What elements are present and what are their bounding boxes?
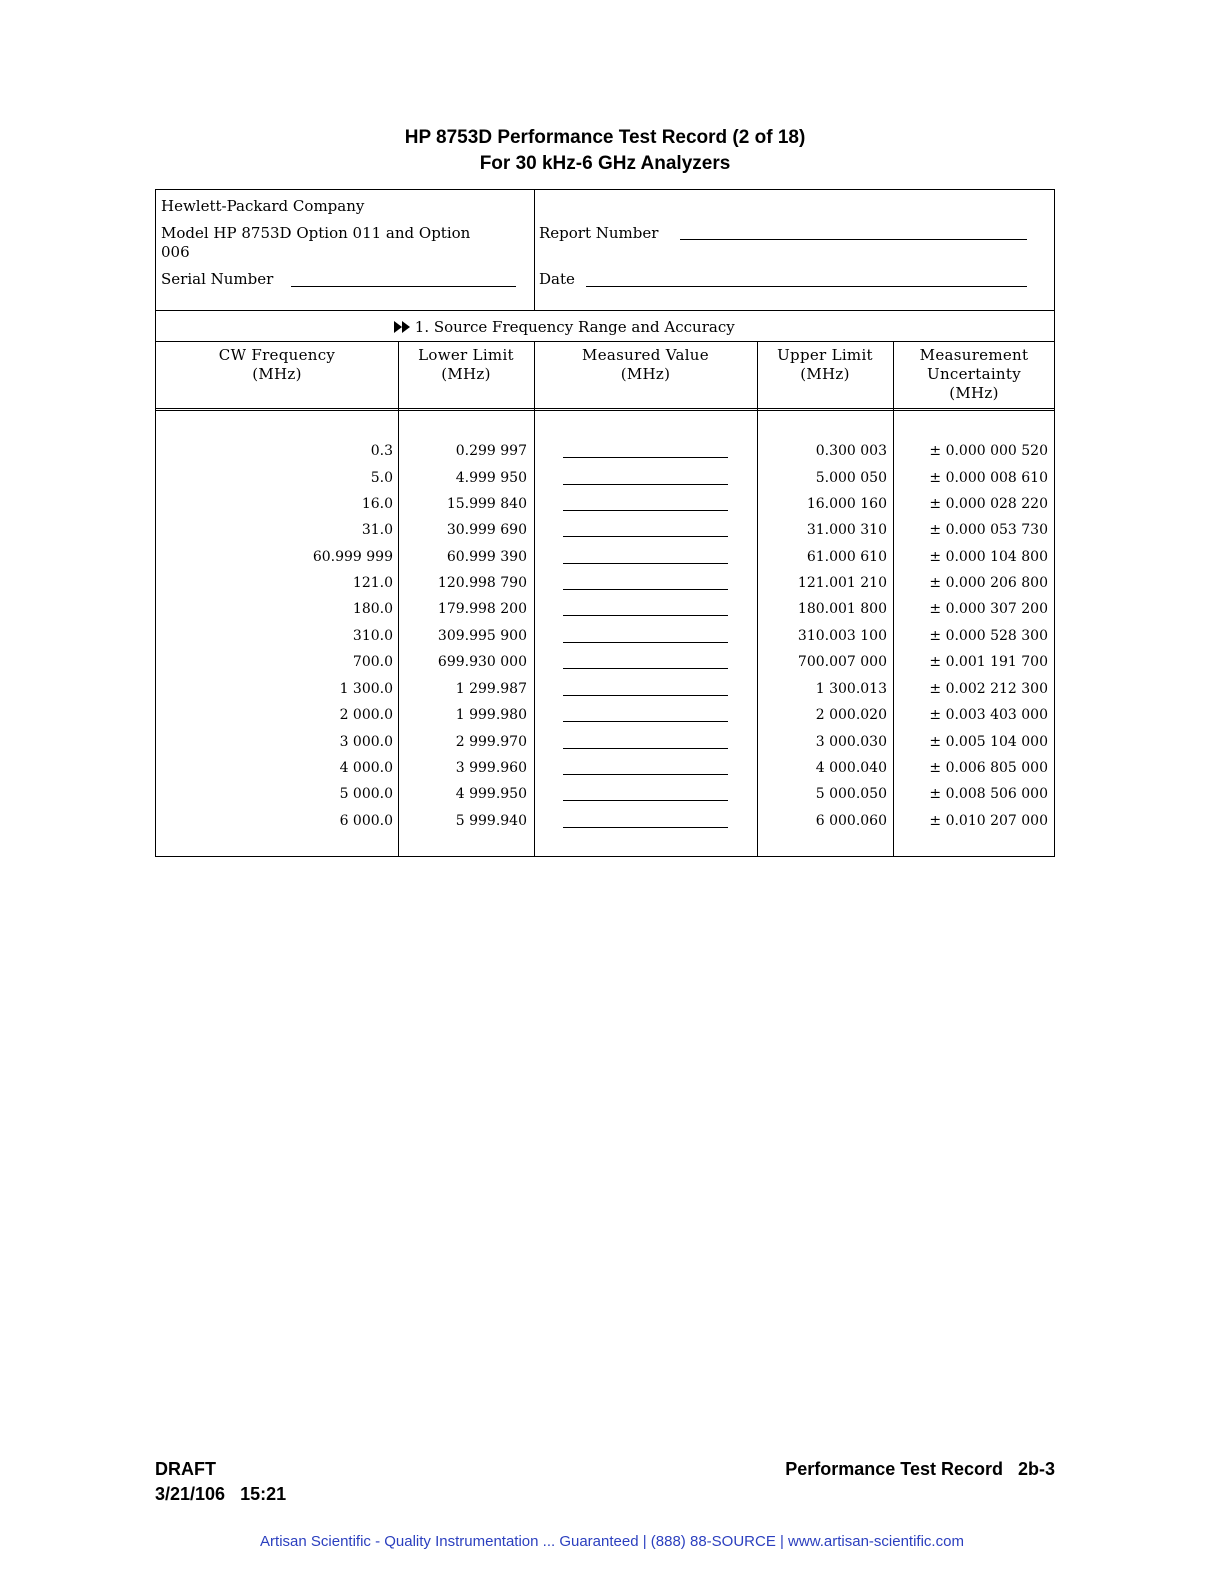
section-title: 1. Source Frequency Range and Accuracy — [414, 318, 735, 336]
column-divider — [534, 341, 535, 856]
lower-limit: 2 999.970 — [455, 734, 527, 750]
uncertainty: ± 0.010 207 000 — [929, 813, 1048, 829]
measured-value-field[interactable] — [563, 827, 728, 828]
cw-frequency: 1 300.0 — [339, 681, 393, 697]
upper-limit: 31.000 310 — [806, 522, 887, 538]
cw-frequency: 0.3 — [370, 443, 393, 459]
report-number-field[interactable] — [680, 239, 1027, 240]
measured-value-field[interactable] — [563, 642, 728, 643]
column-divider — [757, 341, 758, 856]
triangle-icon — [394, 321, 402, 333]
upper-limit: 5.000 050 — [815, 470, 887, 486]
measured-value-field[interactable] — [563, 510, 728, 511]
column-header-upper: Upper Limit (MHz) — [777, 346, 873, 383]
measured-value-field[interactable] — [563, 695, 728, 696]
lower-limit: 3 999.960 — [455, 760, 527, 776]
divider — [156, 341, 1054, 342]
measured-value-field[interactable] — [563, 748, 728, 749]
measured-value-field[interactable] — [563, 615, 728, 616]
cw-frequency: 5.0 — [370, 470, 393, 486]
cw-frequency: 310.0 — [352, 628, 393, 644]
uncertainty: ± 0.005 104 000 — [929, 734, 1048, 750]
cw-frequency: 180.0 — [352, 601, 393, 617]
lower-limit: 0.299 997 — [455, 443, 527, 459]
uncertainty: ± 0.006 805 000 — [929, 760, 1048, 776]
upper-limit: 700.007 000 — [797, 654, 887, 670]
upper-limit: 121.001 210 — [797, 575, 887, 591]
upper-limit: 180.001 800 — [797, 601, 887, 617]
company-name: Hewlett-Packard Company — [161, 197, 365, 215]
cw-frequency: 31.0 — [361, 522, 393, 538]
lower-limit: 4.999 950 — [455, 470, 527, 486]
cw-frequency: 60.999 999 — [312, 549, 393, 565]
lower-limit: 5 999.940 — [455, 813, 527, 829]
uncertainty: ± 0.003 403 000 — [929, 707, 1048, 723]
uncertainty: ± 0.000 053 730 — [929, 522, 1048, 538]
lower-limit: 60.999 390 — [446, 549, 527, 565]
uncertainty: ± 0.002 212 300 — [929, 681, 1048, 697]
upper-limit: 310.003 100 — [797, 628, 887, 644]
lower-limit: 1 299.987 — [455, 681, 527, 697]
column-header-uncertainty: Measurement Uncertainty (MHz) — [919, 346, 1029, 402]
cw-frequency: 6 000.0 — [339, 813, 393, 829]
report-number-label: Report Number — [539, 224, 659, 242]
lower-limit: 15.999 840 — [446, 496, 527, 512]
serial-label: Serial Number — [161, 270, 274, 288]
lower-limit: 309.995 900 — [437, 628, 527, 644]
upper-limit: 0.300 003 — [815, 443, 887, 459]
lower-limit: 1 999.980 — [455, 707, 527, 723]
lower-limit: 120.998 790 — [437, 575, 527, 591]
triangle-icon — [402, 321, 410, 333]
section-heading — [394, 318, 735, 336]
uncertainty: ± 0.000 104 800 — [929, 549, 1048, 565]
measured-value-field[interactable] — [563, 589, 728, 590]
cw-frequency: 2 000.0 — [339, 707, 393, 723]
uncertainty: ± 0.000 028 220 — [929, 496, 1048, 512]
column-header-measured: Measured Value (MHz) — [582, 346, 709, 383]
upper-limit: 5 000.050 — [815, 786, 887, 802]
lower-limit: 699.930 000 — [437, 654, 527, 670]
lower-limit: 4 999.950 — [455, 786, 527, 802]
measured-value-field[interactable] — [563, 457, 728, 458]
measured-value-field[interactable] — [563, 721, 728, 722]
column-header-cw: CW Frequency (MHz) — [218, 346, 336, 383]
cw-frequency: 700.0 — [352, 654, 393, 670]
uncertainty: ± 0.000 307 200 — [929, 601, 1048, 617]
header-divider — [156, 408, 1054, 409]
column-divider — [893, 341, 894, 856]
column-divider — [398, 341, 399, 856]
test-record-table — [155, 189, 1055, 857]
lower-limit: 179.998 200 — [437, 601, 527, 617]
uncertainty: ± 0.000 000 520 — [929, 443, 1048, 459]
page-title: HP 8753D Performance Test Record (2 of 18) — [404, 127, 806, 148]
upper-limit: 4 000.040 — [815, 760, 887, 776]
artisan-banner-link[interactable]: Artisan Scientific - Quality Instrumentation ... Guaranteed | (888) 88-SOURCE | www.artisan-scientific.com — [260, 1533, 964, 1550]
header-divider — [156, 410, 1054, 411]
uncertainty: ± 0.001 191 700 — [929, 654, 1048, 670]
lower-limit: 30.999 690 — [446, 522, 527, 538]
model-line-2: 006 — [161, 243, 190, 261]
date-label: Date — [539, 270, 575, 288]
serial-number-field[interactable] — [291, 286, 516, 287]
measured-value-field[interactable] — [563, 536, 728, 537]
column-header-lower: Lower Limit (MHz) — [418, 346, 514, 383]
date-field[interactable] — [586, 286, 1027, 287]
draft-datetime: 3/21/106 15:21 — [155, 1484, 287, 1504]
measured-value-field[interactable] — [563, 484, 728, 485]
divider — [156, 310, 1054, 311]
upper-limit: 61.000 610 — [806, 549, 887, 565]
cw-frequency: 4 000.0 — [339, 760, 393, 776]
model-line-1: Model HP 8753D Option 011 and Option — [161, 224, 471, 242]
uncertainty: ± 0.000 528 300 — [929, 628, 1048, 644]
draft-label: DRAFT — [155, 1459, 216, 1479]
upper-limit: 6 000.060 — [815, 813, 887, 829]
uncertainty: ± 0.008 506 000 — [929, 786, 1048, 802]
uncertainty: ± 0.000 008 610 — [929, 470, 1048, 486]
upper-limit: 16.000 160 — [806, 496, 887, 512]
page-label: Performance Test Record 2b-3 — [785, 1459, 1055, 1479]
cw-frequency: 3 000.0 — [339, 734, 393, 750]
info-divider — [534, 190, 535, 310]
measured-value-field[interactable] — [563, 774, 728, 775]
measured-value-field[interactable] — [563, 800, 728, 801]
page-subtitle: For 30 kHz-6 GHz Analyzers — [479, 153, 731, 174]
upper-limit: 2 000.020 — [815, 707, 887, 723]
upper-limit: 3 000.030 — [815, 734, 887, 750]
cw-frequency: 5 000.0 — [339, 786, 393, 802]
cw-frequency: 16.0 — [361, 496, 393, 512]
cw-frequency: 121.0 — [352, 575, 393, 591]
uncertainty: ± 0.000 206 800 — [929, 575, 1048, 591]
upper-limit: 1 300.013 — [815, 681, 887, 697]
measured-value-field[interactable] — [563, 668, 728, 669]
measured-value-field[interactable] — [563, 563, 728, 564]
